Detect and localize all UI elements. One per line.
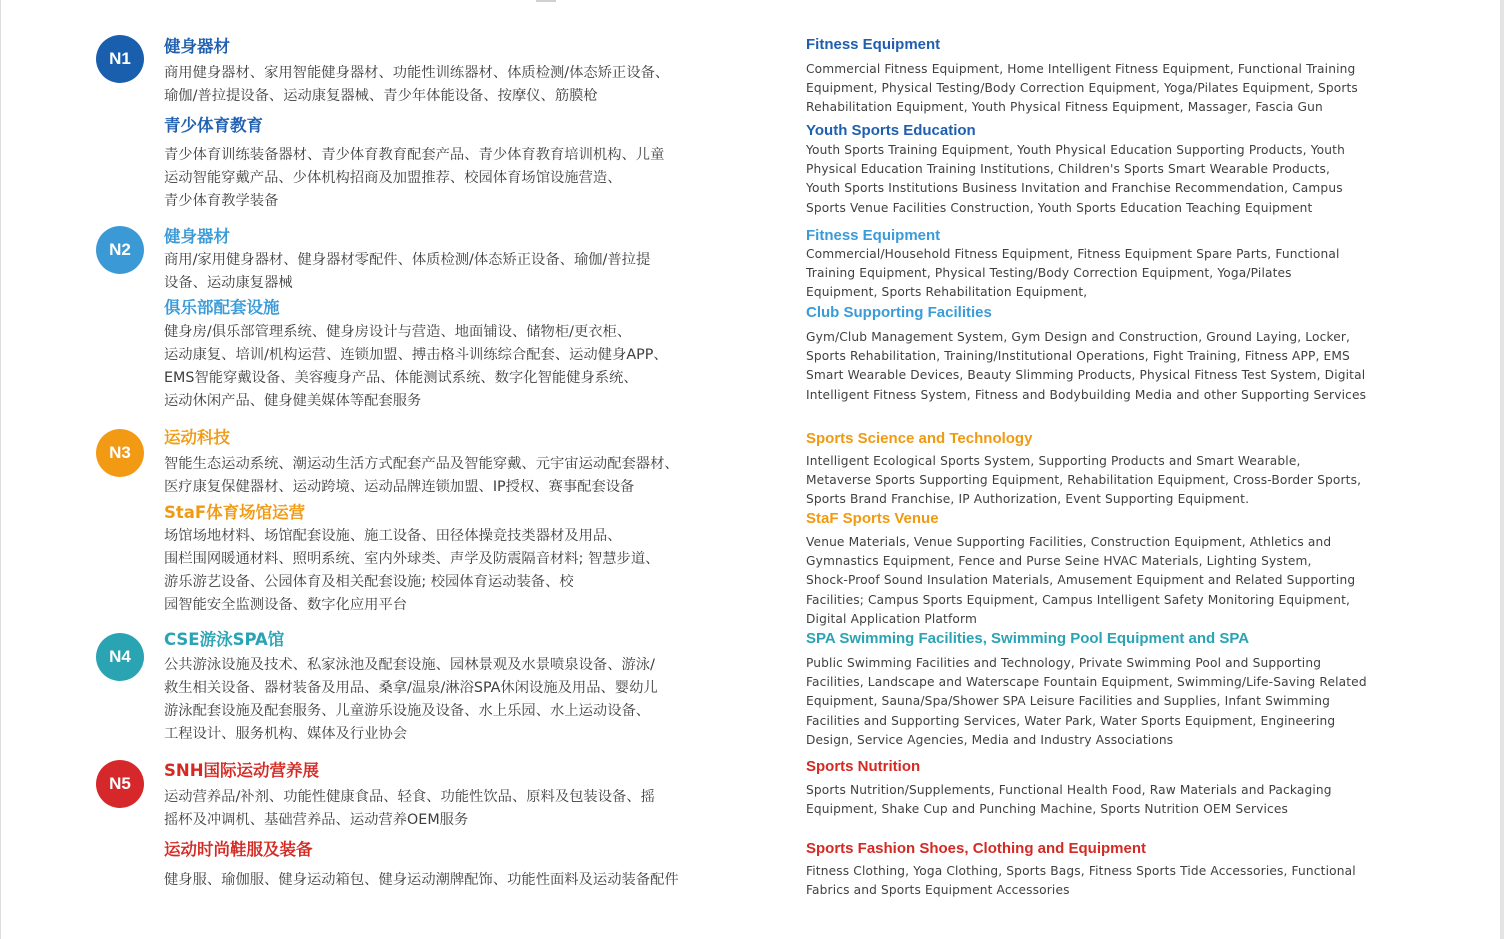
en-spa-title: SPA Swimming Facilities, Swimming Pool Equipment and SPA [806, 630, 1250, 647]
en-fitness1-body: Commercial Fitness Equipment, Home Intelligent Fitness Equipment, Functional Training Equipment, Physical Testing/Body Correction Equipment, Yoga/Pilates Equipment, Sports Rehabilitation Equipment, Youth Physical Fitness Equipment, Massager, Fascia Gun [806, 62, 1358, 115]
en-youth-body: Youth Sports Training Equipment, Youth Physical Education Supporting Products, Youth Physical Education Training Institutions, Children's Sports Smart Wearable Products, Youth Sports Institutions Business Invitation and Franchise Recommendation, Campus Sports Venue Facilities Construction, Youth Sports Education Teaching Equipment [806, 143, 1345, 215]
zh-youth-body: 青少体育训练装备器材、青少体育教育配套产品、青少体育教育培训机构、儿童 运动智能穿戴产品、少体机构招商及加盟推荐、校园体育场馆设施营造、 青少体育教学装备 [164, 147, 665, 209]
zh-fashion-title: 运动时尚鞋服及装备 [164, 840, 313, 859]
en-tech-body: Intelligent Ecological Sports System, Supporting Products and Smart Wearable, Metaverse Sports Supporting Equipment, Rehabilitation Equipment, Cross-Border Sports, Sports Brand Franchise, IP Authorization, Event Supporting Equipment. [806, 454, 1362, 507]
badge-n1: N1 [96, 35, 144, 83]
en-club-title: Club Supporting Facilities [806, 304, 992, 321]
en-nutrition-body: Sports Nutrition/Supplements, Functional Health Food, Raw Materials and Packaging Equipment, Shake Cup and Punching Machine, Sports Nutrition OEM Services [806, 783, 1332, 817]
en-spa-body: Public Swimming Facilities and Technology, Private Swimming Pool and Supporting Facilities, Landscape and Waterscape Fountain Equipment, Swimming/Life-Saving Related Equipment, Sauna/Spa/Shower SPA Leisure Facilities and Supplies, Infant Swimming Facilities and Supporting Services, Water Park, Water Sports Equipment, Engineering Design, Service Agencies, Media and Industry Associations [806, 656, 1367, 747]
badge-n3: N3 [96, 429, 144, 477]
left-border [0, 0, 1, 939]
badge-n2: N2 [96, 226, 144, 274]
en-nutrition-title: Sports Nutrition [806, 758, 921, 775]
en-fitness2-title: Fitness Equipment [806, 227, 941, 244]
zh-n5-title: SNH国际运动营养展 [164, 761, 320, 780]
zh-staf-body: 场馆场地材料、场馆配套设施、施工设备、田径体操竞技类器材及用品、 围栏围网暖通材料、照明系统、室内外球类、声学及防震隔音材料; 智慧步道、 游乐游艺设备、公园体育及相关配套设施; 校园体育运动装备、校 园智能安全监测设备、数字化应用平台 [164, 528, 660, 613]
zh-n5-body: 运动营养品/补剂、功能性健康食品、轻食、功能性饮品、原料及包装设备、摇 摇杯及冲调机、基础营养品、运动营养OEM服务 [164, 789, 655, 828]
zh-youth-title: 青少体育教育 [164, 116, 263, 135]
zh-club-body: 健身房/俱乐部管理系统、健身房设计与营造、地面铺设、储物柜/更衣柜、 运动康复、培训/机构运营、连锁加盟、搏击格斗训练综合配套、运动健身APP、 EMS智能穿戴设备、美容瘦身产品、体能测试系统、数字化智能健身系统、 运动休闲产品、健身健美媒体等配套服务 [164, 324, 668, 409]
badge-n4: N4 [96, 633, 144, 681]
zh-n4-body: 公共游泳设施及技术、私家泳池及配套设施、园林景观及水景喷泉设备、游泳/ 救生相关设备、器材装备及用品、桑拿/温泉/淋浴SPA休闲设施及用品、婴幼儿 游泳配套设施及配套服务、儿童游乐设施及设备、水上乐园、水上运动设备、 工程设计、服务机构、媒体及行业协会 [164, 657, 658, 742]
zh-staf-title: StaF体育场馆运营 [164, 503, 306, 522]
zh-n2-title: 健身器材 [164, 227, 230, 246]
zh-n1-body: 商用健身器材、家用智能健身器材、功能性训练器材、体质检测/体态矫正设备、 瑜伽/普拉提设备、运动康复器械、青少年体能设备、按摩仪、筋膜枪 [164, 65, 670, 104]
en-staf-body: Venue Materials, Venue Supporting Facilities, Construction Equipment, Athletics and Gymnastics Equipment, Fence and Purse Seine HVAC Materials, Lighting System, Shock-Proof Sound Insulation Materials, Amusement Equipment and Related Supporting Facilities; Campus Sports Equipment, Campus Intelligent Safety Monitoring Equipment, Digital Application Platform [806, 535, 1356, 626]
right-border [1500, 0, 1504, 939]
en-fashion-title: Sports Fashion Shoes, Clothing and Equipment [806, 840, 1147, 857]
en-fitness2-body: Commercial/Household Fitness Equipment, Fitness Equipment Spare Parts, Functional Training Equipment, Physical Testing/Body Correction Equipment, Yoga/Pilates Equipment, Sports Rehabilitation Equipment, [806, 247, 1340, 300]
en-fitness1-title: Fitness Equipment [806, 36, 941, 53]
badge-n5: N5 [96, 760, 144, 808]
zh-n4-title: CSE游泳SPA馆 [164, 630, 285, 649]
en-staf-title: StaF Sports Venue [806, 510, 939, 527]
zh-n2-body: 商用/家用健身器材、健身器材零配件、体质检测/体态矫正设备、瑜伽/普拉提 设备、运动康复器械 [164, 252, 651, 291]
zh-n3-title: 运动科技 [164, 428, 230, 447]
zh-fashion-body: 健身服、瑜伽服、健身运动箱包、健身运动潮牌配饰、功能性面料及运动装备配件 [164, 872, 679, 888]
zh-n1-title: 健身器材 [164, 37, 230, 56]
en-youth-title: Youth Sports Education [806, 122, 976, 139]
en-club-body: Gym/Club Management System, Gym Design and Construction, Ground Laying, Locker, Sports Rehabilitation, Training/Institutional Operations, Fight Training, Fitness APP, EMS Smart Wearable Devices, Beauty Slimming Products, Physical Fitness Test System, Digital Intelligent Fitness System, Fitness and Bodybuilding Media and other Supporting Services [806, 330, 1367, 402]
zh-n3-body: 智能生态运动系统、潮运动生活方式配套产品及智能穿戴、元宇宙运动配套器材、 医疗康复保健器材、运动跨境、运动品牌连锁加盟、IP授权、赛事配套设备 [164, 456, 679, 495]
zh-club-title: 俱乐部配套设施 [164, 298, 280, 317]
en-tech-title: Sports Science and Technology [806, 430, 1033, 447]
top-mark [536, 0, 556, 2]
en-fashion-body: Fitness Clothing, Yoga Clothing, Sports Bags, Fitness Sports Tide Accessories, Functional Fabrics and Sports Equipment Accessories [806, 864, 1356, 898]
